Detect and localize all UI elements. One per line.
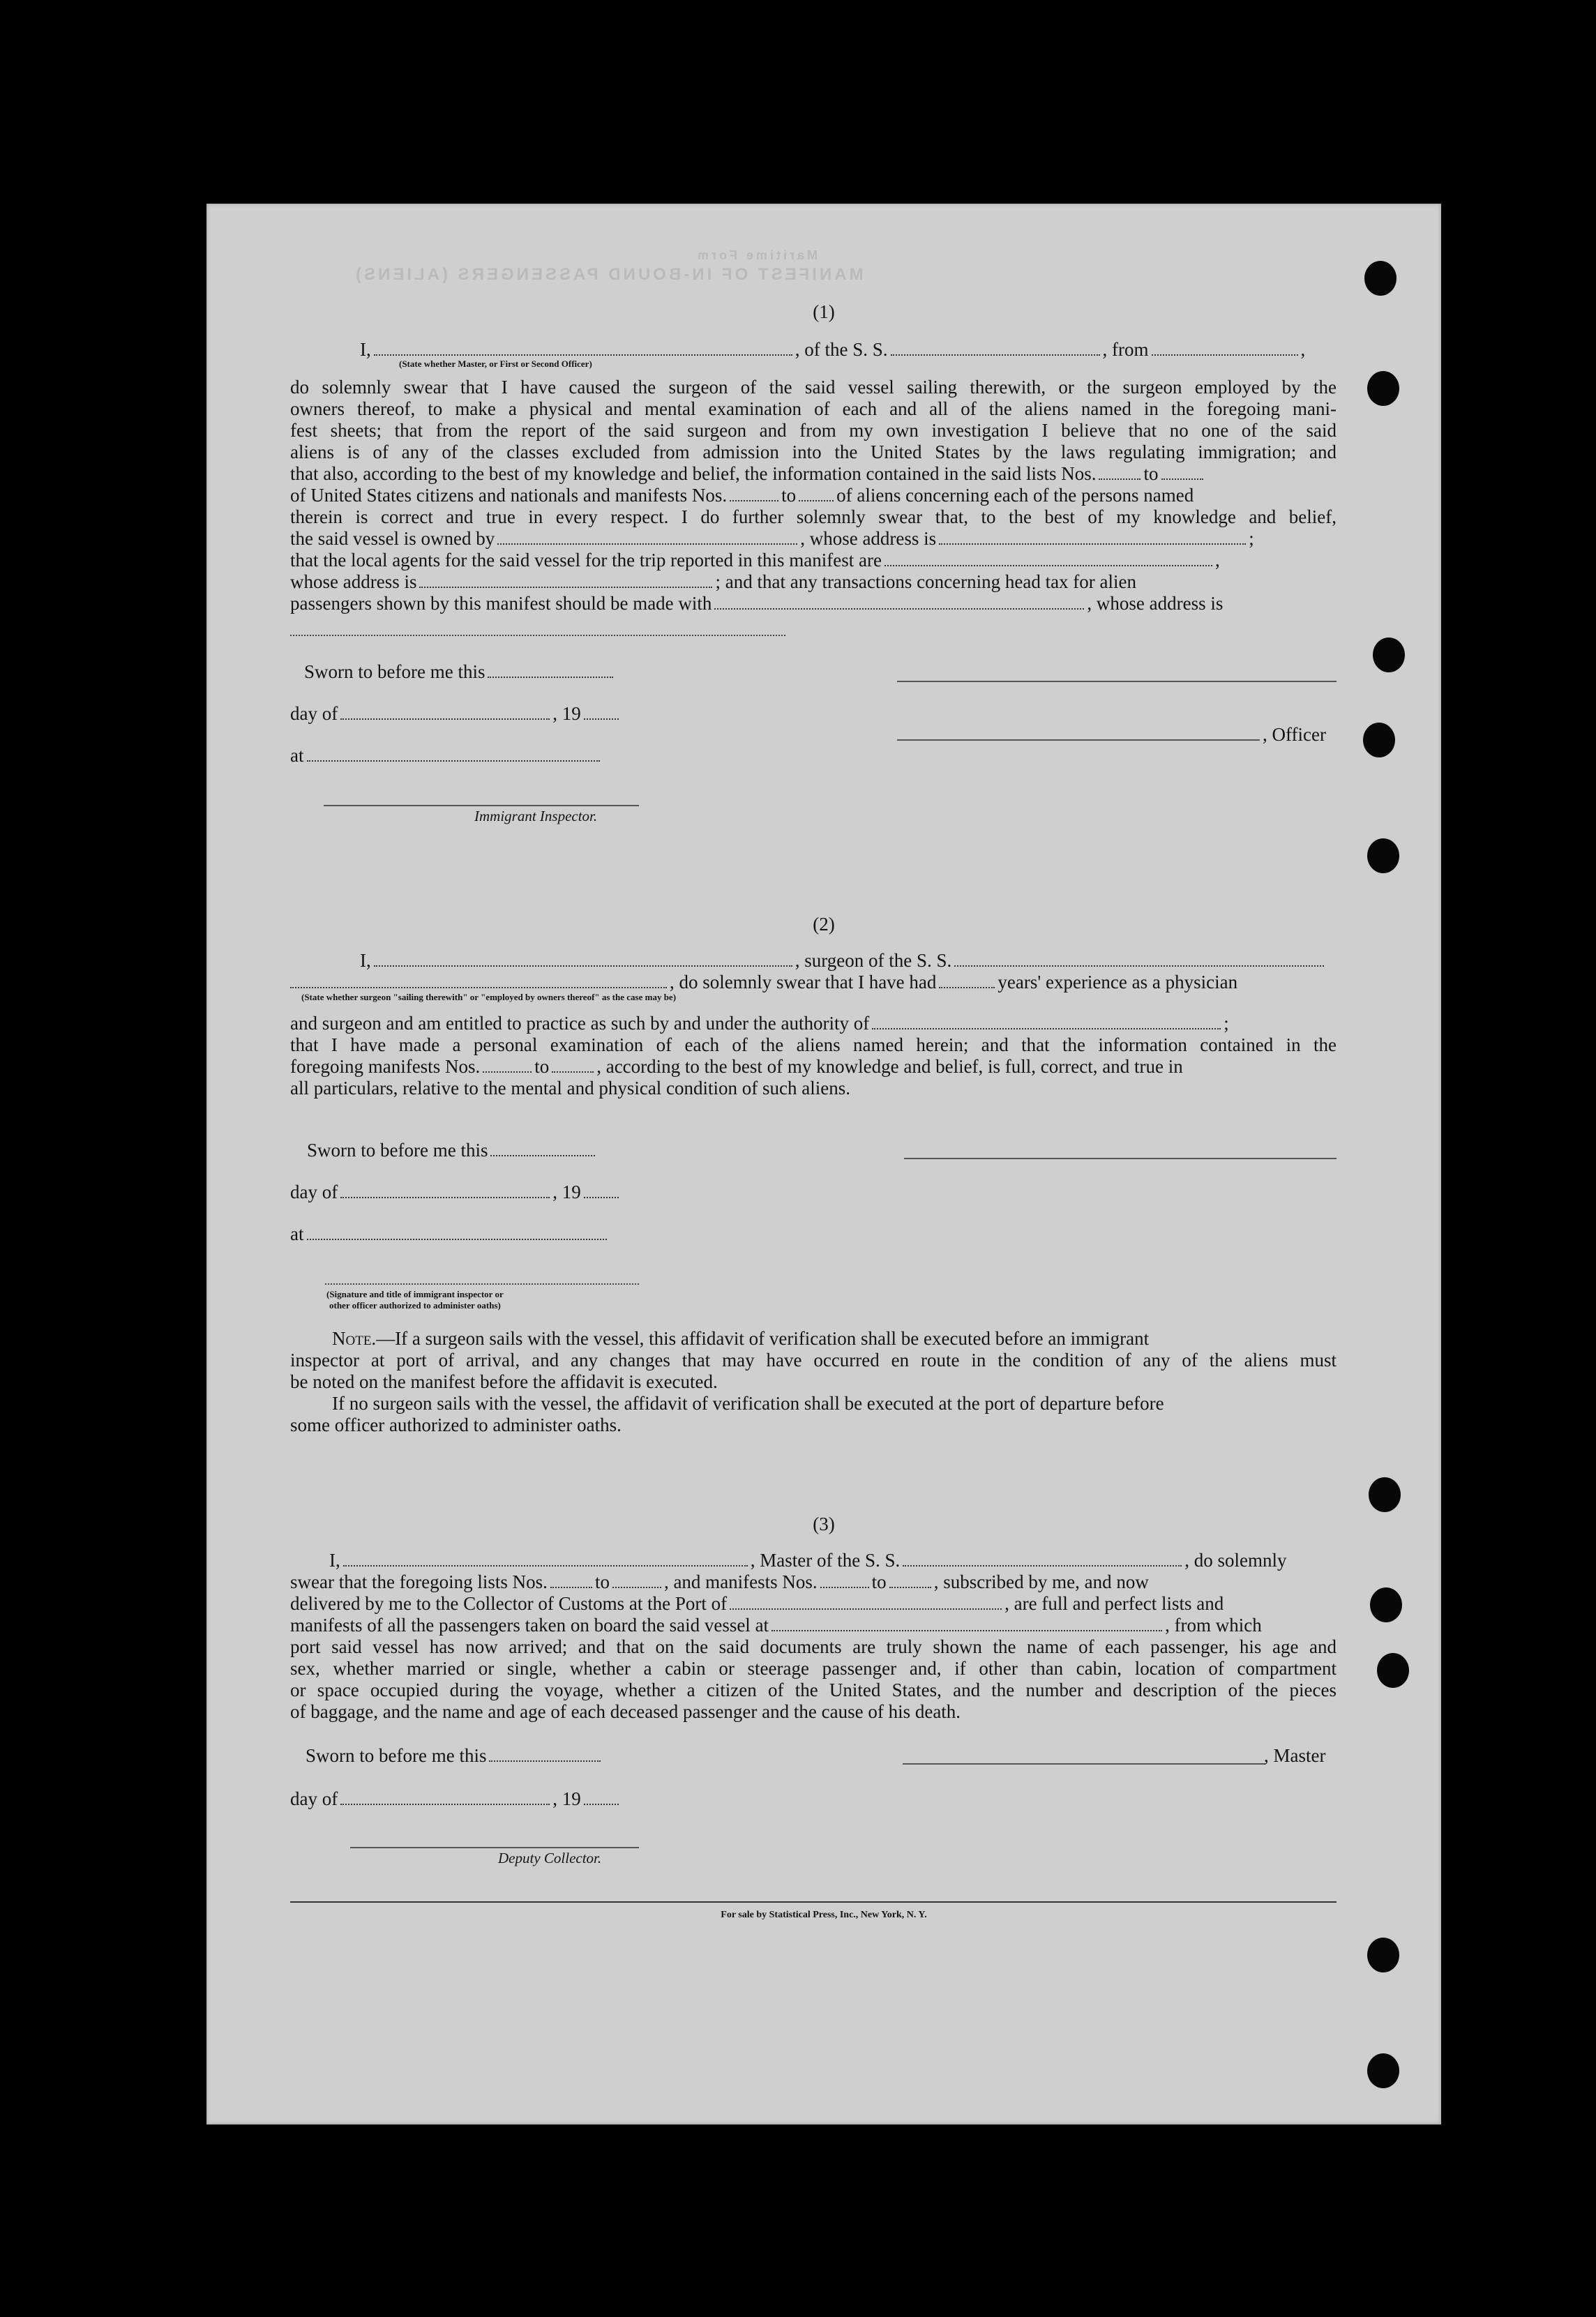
- text: , 19: [552, 703, 581, 724]
- text: to: [871, 1571, 887, 1592]
- s3-sworn: [306, 1745, 603, 1767]
- blank-embark-port: [771, 1627, 1162, 1631]
- blank-head-tax-address: [290, 635, 785, 636]
- text: to: [1143, 463, 1159, 484]
- inspector-signature-line: [325, 1283, 639, 1285]
- text: , whose address is: [800, 528, 937, 549]
- s1-signature-line: [897, 681, 1337, 682]
- text: Sworn to before me this: [306, 1745, 487, 1766]
- blank-list-from: [1099, 476, 1140, 480]
- text: Sworn to before me this: [304, 661, 485, 682]
- text: at: [290, 745, 304, 766]
- blank-sworn: [488, 674, 613, 678]
- s3-day-of: [290, 1788, 622, 1810]
- text: day of: [290, 1788, 338, 1809]
- text: , do solemnly swear that I have had: [670, 972, 937, 993]
- sig-note-1: (Signature and title of immigrant inspector or: [326, 1289, 504, 1299]
- section-1-number: (1): [813, 301, 835, 322]
- text: , 19: [552, 1182, 581, 1202]
- text: , surgeon of the S. S.: [795, 950, 952, 971]
- text: swear that the foregoing lists Nos.: [290, 1571, 548, 1592]
- text: , subscribed by me, and now: [933, 1571, 1149, 1592]
- s3-line-4: [290, 1615, 1337, 1636]
- blank-list-from: [550, 1584, 592, 1588]
- text: passengers shown by this manifest should be made with: [290, 593, 712, 614]
- officer-signature-line: [897, 739, 1260, 741]
- inspector-signature-line: [324, 805, 639, 806]
- text: that also, according to the best of my knowledge and belief, the information contained in the said lists Nos.: [290, 463, 1097, 484]
- s2-note-line-3: be noted on the manifest before the affidavit is executed.: [290, 1371, 718, 1392]
- binder-hole: [1370, 1587, 1402, 1622]
- binder-hole: [1367, 2053, 1399, 2088]
- s2-line-2: [290, 972, 1337, 993]
- master-title: , Master: [1264, 1745, 1326, 1766]
- blank-day: [340, 716, 550, 720]
- text: day of: [290, 703, 338, 724]
- text: years' experience as a physician: [998, 972, 1238, 993]
- collector-signature-line: [350, 1847, 639, 1848]
- blank-manifest-to: [552, 1069, 594, 1073]
- note-officer-rank: (State whether Master, or First or Second Officer): [399, 359, 592, 369]
- s2-line-3: [290, 1013, 1337, 1034]
- blank-authority: [872, 1025, 1221, 1029]
- blank-surgeon-name: [374, 963, 792, 967]
- blank-sworn: [489, 1758, 601, 1762]
- bleed-through-label: Maritime Form: [695, 248, 818, 262]
- text: day of: [290, 1182, 338, 1202]
- master-signature-line: [903, 1763, 1265, 1765]
- bleed-through-header: MANIFEST OF IN-BOUND PASSENGERS (ALIENS): [353, 265, 864, 284]
- blank-at: [307, 1236, 607, 1240]
- blank-manifest-from: [820, 1584, 869, 1588]
- note-surgeon-status: (State whether surgeon "sailing therewith" or "employed by owners thereof" as the case may be): [301, 992, 677, 1002]
- s1-line-7: [290, 485, 1337, 506]
- s3-line-6: sex, whether married or single, whether a cabin or steerage passenger and, if other than cabin, location of compartment: [290, 1658, 1337, 1679]
- s1-line-3: owners thereof, to make a physical and mental examination of each and all of the aliens named in the foregoing mani-: [290, 398, 1337, 419]
- s1-day-of: [290, 703, 622, 725]
- text: foregoing manifests Nos.: [290, 1056, 481, 1077]
- blank-sworn: [490, 1152, 595, 1156]
- blank-manifest-from: [730, 497, 778, 501]
- text: to: [781, 485, 797, 506]
- text: , 19: [552, 1788, 581, 1809]
- s3-line-1: [290, 1550, 1337, 1571]
- s1-line-11: [290, 571, 1337, 593]
- text: the said vessel is owned by: [290, 528, 495, 549]
- blank-list-to: [612, 1584, 661, 1588]
- s1-line-12: [290, 593, 1337, 614]
- blank-vessel: [891, 352, 1100, 356]
- s1-sworn: [304, 661, 616, 683]
- text: I,: [360, 339, 371, 360]
- s2-sworn: [307, 1140, 598, 1161]
- text: , Master of the S. S.: [750, 1550, 901, 1571]
- s1-line-4: fest sheets; that from the report of the said surgeon and from my own investigation I believe that no one of the said: [290, 420, 1337, 441]
- text: , do solemnly: [1184, 1550, 1287, 1571]
- printer-imprint: For sale by Statistical Press, Inc., New York, N. Y.: [721, 1910, 927, 1920]
- text: , are full and perfect lists and: [1004, 1593, 1224, 1614]
- note-label: Note.: [332, 1328, 377, 1349]
- s2-line-1: [290, 950, 1337, 972]
- blank-year: [584, 1801, 619, 1805]
- s1-line-2: do solemnly swear that I have caused the surgeon of the said vessel sailing therewith, or the surgeon employed by the: [290, 377, 1337, 398]
- text: and surgeon and am entitled to practice as such by and under the authority of: [290, 1013, 870, 1034]
- text: —If a surgeon sails with the vessel, this affidavit of verification shall be executed before an immigrant: [376, 1328, 1150, 1349]
- text: If no surgeon sails with the vessel, the affidavit of verification shall be executed at the port of departure before: [332, 1393, 1164, 1414]
- binder-hole: [1367, 1938, 1399, 1972]
- blank-owner-address: [939, 541, 1246, 545]
- binder-hole: [1367, 371, 1399, 406]
- text: , from which: [1165, 1615, 1262, 1636]
- s2-line-6: all particulars, relative to the mental and physical condition of such aliens.: [290, 1078, 850, 1099]
- text: ;: [1249, 528, 1254, 549]
- blank-vessel: [903, 1562, 1182, 1567]
- s2-day-of: [290, 1182, 622, 1203]
- text: , whose address is: [1087, 593, 1224, 614]
- s2-at: [290, 1223, 610, 1245]
- text: that the local agents for the said vessel for the trip reported in this manifest are: [290, 550, 882, 571]
- s2-note-line-2: inspector at port of arrival, and any changes that may have occurred en route in the condition of any of the aliens must: [290, 1350, 1337, 1371]
- s3-line-2: [290, 1571, 1337, 1593]
- text: ,: [1300, 339, 1306, 360]
- blank-manifest-to: [889, 1584, 931, 1588]
- s1-line-10: [290, 550, 1337, 571]
- s3-line-3: [290, 1593, 1337, 1615]
- blank-sailing-status: [290, 984, 667, 988]
- s2-note-line-4: [290, 1393, 1337, 1414]
- section-3-number: (3): [813, 1514, 835, 1534]
- s1-line-1: [290, 339, 1337, 361]
- blank-years: [939, 984, 995, 988]
- text: , of the S. S.: [795, 339, 888, 360]
- blank-master-name: [343, 1562, 748, 1567]
- s1-line-9: [290, 528, 1337, 550]
- text: manifests of all the passengers taken on board the said vessel at: [290, 1615, 769, 1636]
- text: of aliens concerning each of the persons named: [836, 485, 1194, 506]
- text: ,: [1214, 550, 1220, 571]
- s1-line-5: aliens is of any of the classes excluded from admission into the United States by the laws regulating immigration; and: [290, 441, 1337, 462]
- text: , and manifests Nos.: [663, 1571, 818, 1592]
- blank-year: [584, 1194, 619, 1198]
- blank-manifest-to: [799, 497, 834, 501]
- blank-head-tax-party: [714, 605, 1084, 610]
- s1-line-8: therein is correct and true in every respect. I do further solemnly swear that, to the best of my knowledge and belief,: [290, 506, 1337, 527]
- binder-hole: [1373, 637, 1405, 672]
- binder-hole: [1363, 723, 1395, 757]
- blank-list-to: [1161, 476, 1203, 480]
- surgeon-signature-line: [904, 1158, 1337, 1159]
- text: , from: [1102, 339, 1149, 360]
- text: at: [290, 1223, 304, 1244]
- s1-at: [290, 745, 603, 767]
- binder-hole: [1364, 261, 1396, 296]
- s2-note-line-5: some officer authorized to administer oaths.: [290, 1414, 622, 1435]
- binder-hole: [1377, 1653, 1409, 1688]
- blank-day: [340, 1801, 550, 1805]
- blank-officer-name: [374, 352, 792, 356]
- text: of United States citizens and nationals and manifests Nos.: [290, 485, 728, 506]
- binder-hole: [1367, 838, 1399, 873]
- sig-note-2: other officer authorized to administer oaths): [329, 1300, 501, 1311]
- text: ;: [1224, 1013, 1229, 1034]
- blank-manifest-from: [483, 1069, 532, 1073]
- text: I,: [329, 1550, 340, 1571]
- text: I,: [360, 950, 371, 971]
- footer-rule: [290, 1901, 1337, 1903]
- blank-owner: [497, 541, 797, 545]
- blank-agents-address: [419, 584, 712, 588]
- blank-vessel: [954, 963, 1324, 967]
- s3-line-8: of baggage, and the name and age of each deceased passenger and the cause of his death.: [290, 1701, 961, 1722]
- s3-line-5: port said vessel has now arrived; and that on the said documents are truly shown the name of each passenger, his age and: [290, 1636, 1337, 1657]
- s3-line-7: or space occupied during the voyage, whether a citizen of the United States, and the number and description of the pieces: [290, 1680, 1337, 1700]
- blank-year: [584, 716, 619, 720]
- collector-caption: Deputy Collector.: [498, 1850, 602, 1866]
- officer-title: , Officer: [1263, 724, 1326, 745]
- text: , according to the best of my knowledge and belief, is full, correct, and true in: [596, 1056, 1183, 1077]
- s2-line-4: that I have made a personal examination of each of the aliens named herein; and that the information contained in the: [290, 1034, 1337, 1055]
- form-sheet: [206, 204, 1441, 2124]
- text: Sworn to before me this: [307, 1140, 488, 1161]
- s2-note-line-1: [290, 1328, 1337, 1350]
- blank-day: [340, 1194, 550, 1198]
- blank-agents: [884, 562, 1212, 566]
- blank-at: [307, 757, 600, 762]
- text: to: [594, 1571, 610, 1592]
- s2-line-5: [290, 1056, 1337, 1078]
- blank-from: [1152, 352, 1298, 356]
- text: delivered by me to the Collector of Customs at the Port of: [290, 1593, 728, 1614]
- text: whose address is: [290, 571, 417, 592]
- text: ; and that any transactions concerning head tax for alien: [715, 571, 1137, 592]
- inspector-caption: Immigrant Inspector.: [474, 808, 598, 824]
- binder-hole: [1369, 1477, 1401, 1512]
- s1-line-6: [290, 463, 1337, 485]
- text: to: [534, 1056, 550, 1077]
- section-2-number: (2): [813, 914, 835, 935]
- blank-port: [730, 1606, 1002, 1610]
